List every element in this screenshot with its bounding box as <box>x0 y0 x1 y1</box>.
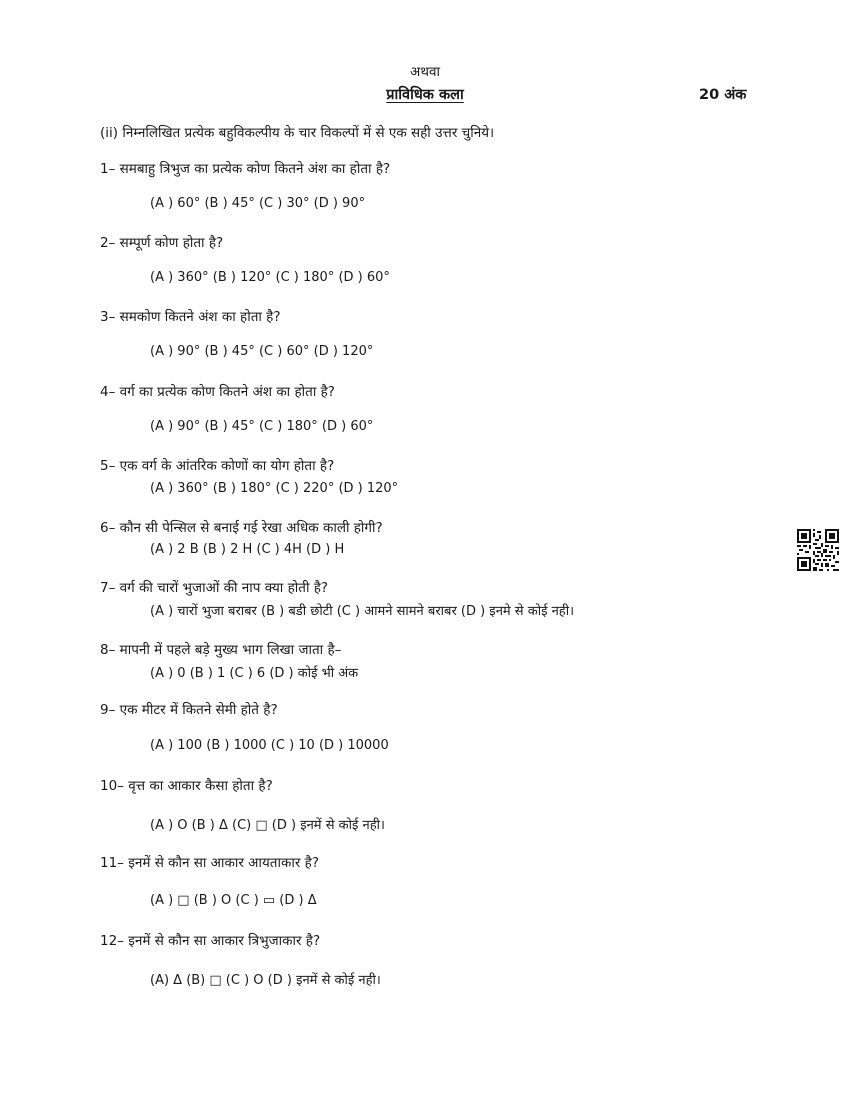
question-6: 6– कौन सी पेन्सिल से बनाई गई रेखा अधिक काली होगी? <box>100 520 383 536</box>
options-5: (A ) 360° (B ) 180° (C ) 220° (D ) 120° <box>150 481 399 496</box>
section-title: प्राविधिक कला <box>386 87 464 103</box>
question-3: 3– समकोण कितने अंश का होता है? <box>100 309 281 325</box>
question-7: 7– वर्ग की चारों भुजाओं की नाप क्या होती है? <box>100 580 329 596</box>
question-11: 11– इनमें से कौन सा आकार आयताकार है? <box>100 855 319 871</box>
options-12: (A) Δ (B) □ (C ) O (D ) इनमें से कोई नही। <box>150 973 381 988</box>
question-9: 9– एक मीटर में कितने सेमी होते है? <box>100 702 278 718</box>
qr-code-icon <box>797 529 839 571</box>
options-2: (A ) 360° (B ) 120° (C ) 180° (D ) 60° <box>150 270 390 285</box>
options-8: (A ) 0 (B ) 1 (C ) 6 (D ) कोई भी अंक <box>150 666 359 681</box>
question-5: 5– एक वर्ग के आंतरिक कोणों का योग होता है? <box>100 458 335 474</box>
options-4: (A ) 90° (B ) 45° (C ) 180° (D ) 60° <box>150 419 374 434</box>
question-10: 10– वृत्त का आकार कैसा होता है? <box>100 778 273 794</box>
options-3: (A ) 90° (B ) 45° (C ) 60° (D ) 120° <box>150 344 374 359</box>
options-10: (A ) O (B ) Δ (C) □ (D ) इनमें से कोई नही। <box>150 818 385 833</box>
options-1: (A ) 60° (B ) 45° (C ) 30° (D ) 90° <box>150 196 366 211</box>
instruction-text: (ii) निम्नलिखित प्रत्येक बहुविकल्पीय के चार विकल्पों में से एक सही उत्तर चुनिये। <box>100 125 495 141</box>
question-2: 2– सम्पूर्ण कोण होता है? <box>100 235 224 251</box>
options-9: (A ) 100 (B ) 1000 (C ) 10 (D ) 10000 <box>150 738 389 753</box>
athwa-heading: अथवा <box>410 64 440 80</box>
options-7: (A ) चारों भुजा बराबर (B ) बडी छोटी (C ) आमने सामने बराबर (D ) इनमे से कोई नही। <box>150 604 575 619</box>
options-6: (A ) 2 B (B ) 2 H (C ) 4H (D ) H <box>150 542 345 557</box>
options-11: (A ) □ (B ) O (C ) ▭ (D ) Δ <box>150 893 317 908</box>
marks-label: 20 अंक <box>699 87 747 103</box>
question-8: 8– मापनी में पहले बड़े मुख्य भाग लिखा जाता है– <box>100 642 342 658</box>
question-1: 1– समबाहु त्रिभुज का प्रत्येक कोण कितने अंश का होता है? <box>100 161 391 177</box>
question-4: 4– वर्ग का प्रत्येक कोण कितने अंश का होता है? <box>100 384 335 400</box>
question-12: 12– इनमें से कौन सा आकार त्रिभुजाकार है? <box>100 933 321 949</box>
